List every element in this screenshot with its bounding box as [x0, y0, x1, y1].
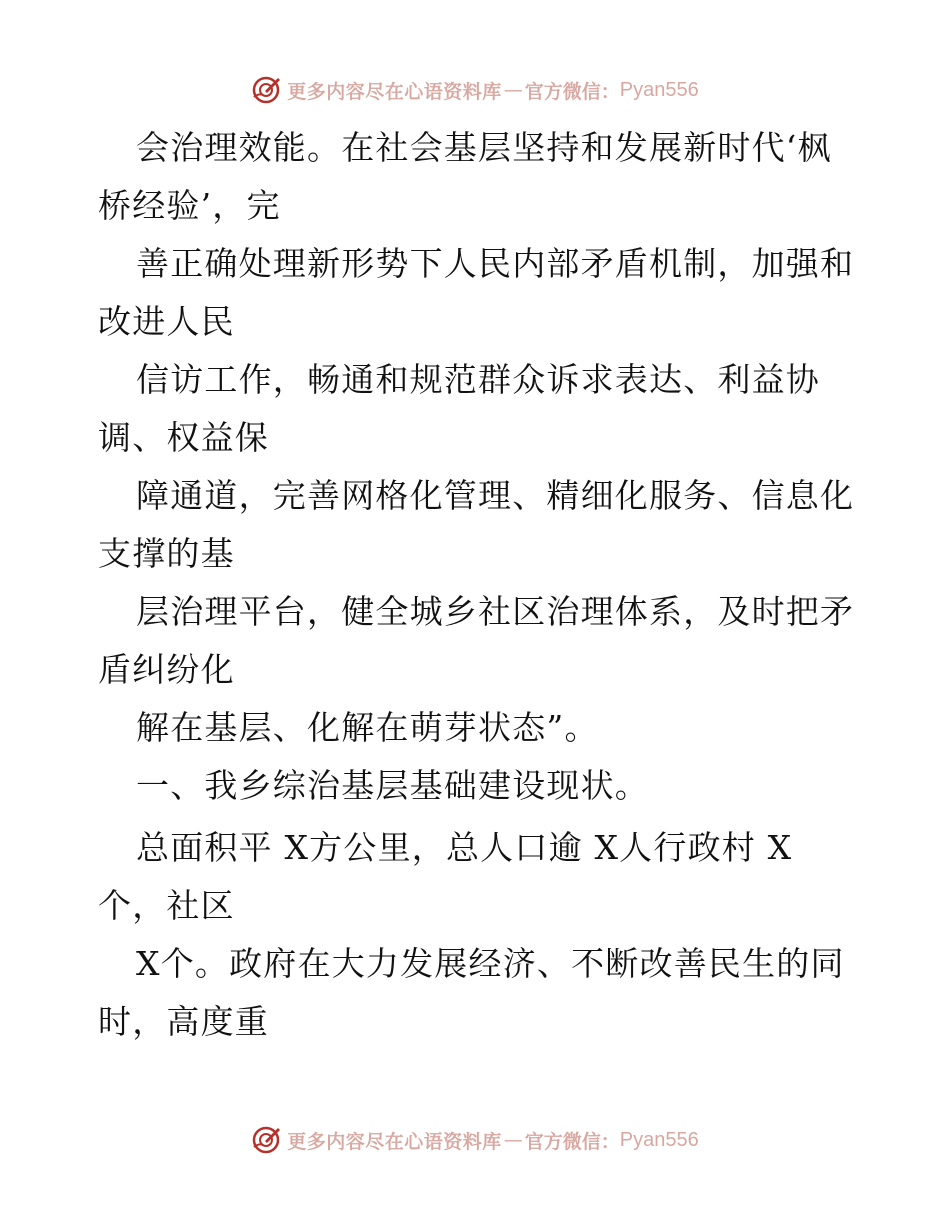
- body-line: 盾纠纷化: [98, 650, 235, 689]
- body-line: 信访工作，畅通和规范群众诉求表达、利益协: [136, 360, 820, 399]
- body-line: 会治理效能。在社会基层坚持和发展新时代‘枫: [136, 128, 832, 167]
- body-line: 总面积平 X方公里，总人口逾 X人行政村 X: [136, 828, 793, 867]
- header-brand-text: 更多内容尽在心语资料库: [287, 80, 502, 103]
- body-line: 调、权益保: [98, 418, 269, 457]
- body-line: 善正确处理新形势下人民内部矛盾机制，加强和: [136, 244, 855, 283]
- body-line: 时，高度重: [98, 1002, 269, 1041]
- body-line: 解在基层、化解在萌芽状态”。: [136, 708, 599, 747]
- footer-watermark: [0, 1120, 950, 1160]
- footer-wechat-id: Pyan556: [619, 1128, 699, 1151]
- header-dash: —: [503, 79, 523, 101]
- body-line: X个。政府在大力发展经济、不断改善民生的同: [136, 944, 845, 983]
- header-wechat-label: 官方微信：: [524, 80, 620, 103]
- body-line: 桥经验’，完: [98, 186, 281, 225]
- body-line: 障通道，完善网格化管理、精细化服务、信息化: [136, 476, 855, 515]
- footer-dash: —: [503, 1129, 523, 1151]
- footer-brand-text: 更多内容尽在心语资料库: [287, 1130, 502, 1153]
- brand-logo-icon: [251, 75, 281, 105]
- body-line: 个，社区: [98, 886, 235, 925]
- body-line: 支撑的基: [98, 534, 235, 573]
- section-heading: 一、我乡综治基层基础建设现状。: [136, 766, 649, 805]
- footer-wechat-label: 官方微信：: [524, 1130, 620, 1153]
- body-line: 改进人民: [98, 302, 235, 341]
- header-watermark: [0, 70, 950, 110]
- body-line: 层治理平台，健全城乡社区治理体系，及时把矛: [136, 592, 855, 631]
- brand-logo-icon: [251, 1125, 281, 1155]
- header-wechat-id: Pyan556: [619, 78, 699, 101]
